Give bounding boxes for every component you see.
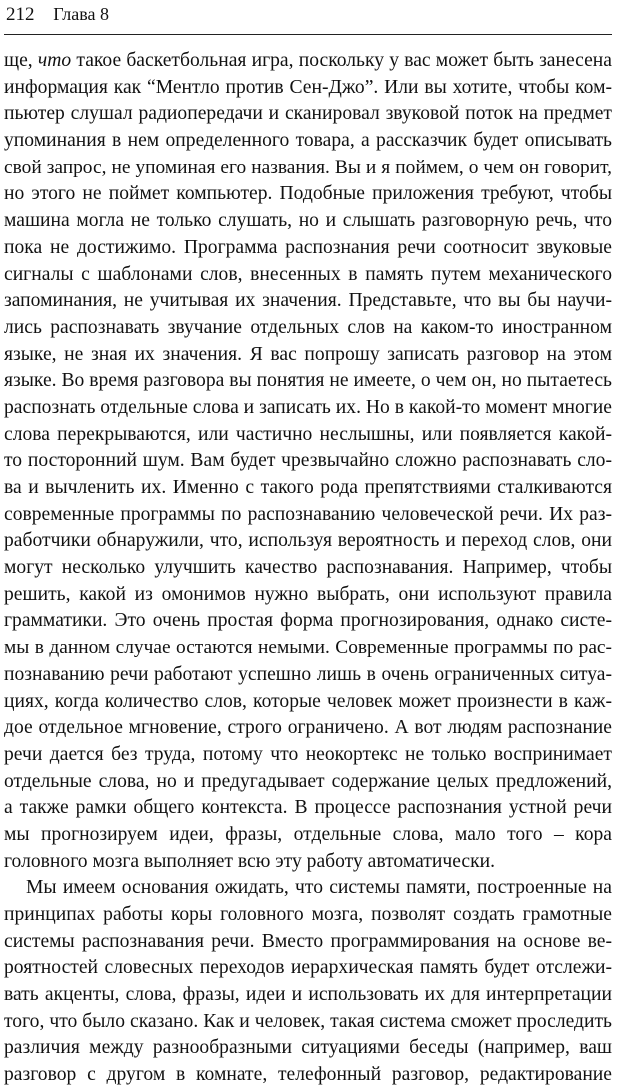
- text-line: щe, что такое баскетбольная игра, поскольку у вас может быть занесена: [4, 50, 612, 71]
- text-line: но этого не поймет компьютер. Подобные приложения требуют, чтобы: [4, 183, 612, 205]
- text-line: различия между разнообразными ситуациями беседы (например, ваш: [4, 1037, 612, 1059]
- chapter-title: Глава 8: [53, 4, 110, 24]
- text-line: информация как “Ментло против Сен-Джо”. Или вы хотите, чтобы ком-: [4, 76, 612, 98]
- text-line: работчики обнаружили, что, используя вероятность и переход слов, они: [4, 530, 612, 552]
- text-line: разговор с другом в комнате, телефонный разговор, редактирование: [4, 1064, 612, 1086]
- text-line: головного мозга выполняет всю эту работу автоматически.: [4, 850, 495, 872]
- emphasis: что: [37, 50, 72, 71]
- text-line: грамматики. Это очень простая форма прогнозирования, однако систе-: [4, 610, 612, 632]
- text-line: современные программы по распознаванию человеческой речи. Их раз-: [4, 503, 612, 525]
- text-line: могут несколько улучшить качество распознавания. Например, чтобы: [4, 557, 612, 579]
- text-line: решить, какой из омонимов нужно выбрать, они используют правила: [4, 583, 612, 605]
- text-line: то посторонний шум. Вам будет чрезвычайно сложно распознавать сло-: [4, 450, 612, 472]
- text-line: мы прогнозируем идеи, фразы, отдельные слова, мало того – кора: [4, 823, 612, 845]
- running-header: [6, 2, 612, 32]
- text-line: вать акценты, слова, фразы, идеи и использовать их для интерпретации: [4, 984, 612, 1006]
- text-line: дое отдельное мгновение, строго ограничено. А вот людям распознание: [4, 717, 612, 739]
- page-number: 212: [6, 4, 35, 25]
- text-line: свой запрос, не упоминая его названия. Вы и я поймем, о чем он говорит,: [4, 156, 612, 178]
- text-line: мы в данном случае остаются немыми. Современные программы по рас-: [4, 637, 612, 659]
- text-line: распознать отдельные слова и записать их. Но в какой-то момент многие: [4, 396, 612, 418]
- text-line: циях, когда количество слов, которые человек может произнести в каж-: [4, 690, 612, 712]
- text-line: упоминания в нем определенного товара, а рассказчик будет описывать: [4, 130, 612, 152]
- text-line: пока не достижимо. Программа распознания речи соотносит звуковые: [4, 236, 612, 258]
- text-line: пьютер слушал радиопередачи и сканировал звуковой поток на предмет: [4, 103, 612, 125]
- text-line: принципах работы коры головного мозга, позволят создать грамотные: [4, 904, 612, 925]
- text-line: речи дается без труда, потому что неокортекс не только воспринимает: [4, 743, 612, 765]
- text-line: роятностей словесных переходов иерархическая память будет отслежи-: [4, 957, 612, 979]
- text-line: познаванию речи работают успешно лишь в очень ограниченных ситуа-: [4, 663, 612, 685]
- text-line: сигналы с шаблонами слов, внесенных в память путем механического: [4, 263, 612, 285]
- text-line: лись распознавать звучание отдельных слов на каком-то иностранном: [4, 316, 612, 338]
- body-text: [4, 48, 612, 1089]
- text-line: запоминания, не учитывая их значения. Представьте, что вы бы научи-: [4, 290, 612, 312]
- text-line: машина могла не только слушать, но и слышать разговорную речь, что: [4, 210, 612, 232]
- text-line: Мы имеем основания ожидать, что системы памяти, построенные на: [26, 877, 612, 899]
- text-line: того, что было сказано. Как и человек, такая система сможет проследить: [4, 1010, 612, 1032]
- paragraph: [4, 48, 612, 875]
- text-line: системы распознавания речи. Вместо программирования на основе ве-: [4, 930, 612, 952]
- text-line: языке. Во время разговора вы понятия не имеете, о чем он, но пытаетесь: [4, 370, 612, 392]
- text-line: языке, не зная их значения. Я вас попрошу записать разговор на этом: [4, 343, 612, 365]
- text-line: отдельные слова, но и предугадывает содержание целых предложений,: [4, 770, 612, 792]
- text-line: а также рамки общего контекста. В процессе распознания устной речи: [4, 797, 612, 819]
- paragraph: [4, 875, 612, 1089]
- header-rule: [4, 34, 612, 35]
- text-line: слова перекрываются, или частично неслышны, или появляется какой-: [4, 423, 612, 445]
- text-line: ва и вычленить их. Именно с такого рода препятствиями сталкиваются: [4, 477, 612, 498]
